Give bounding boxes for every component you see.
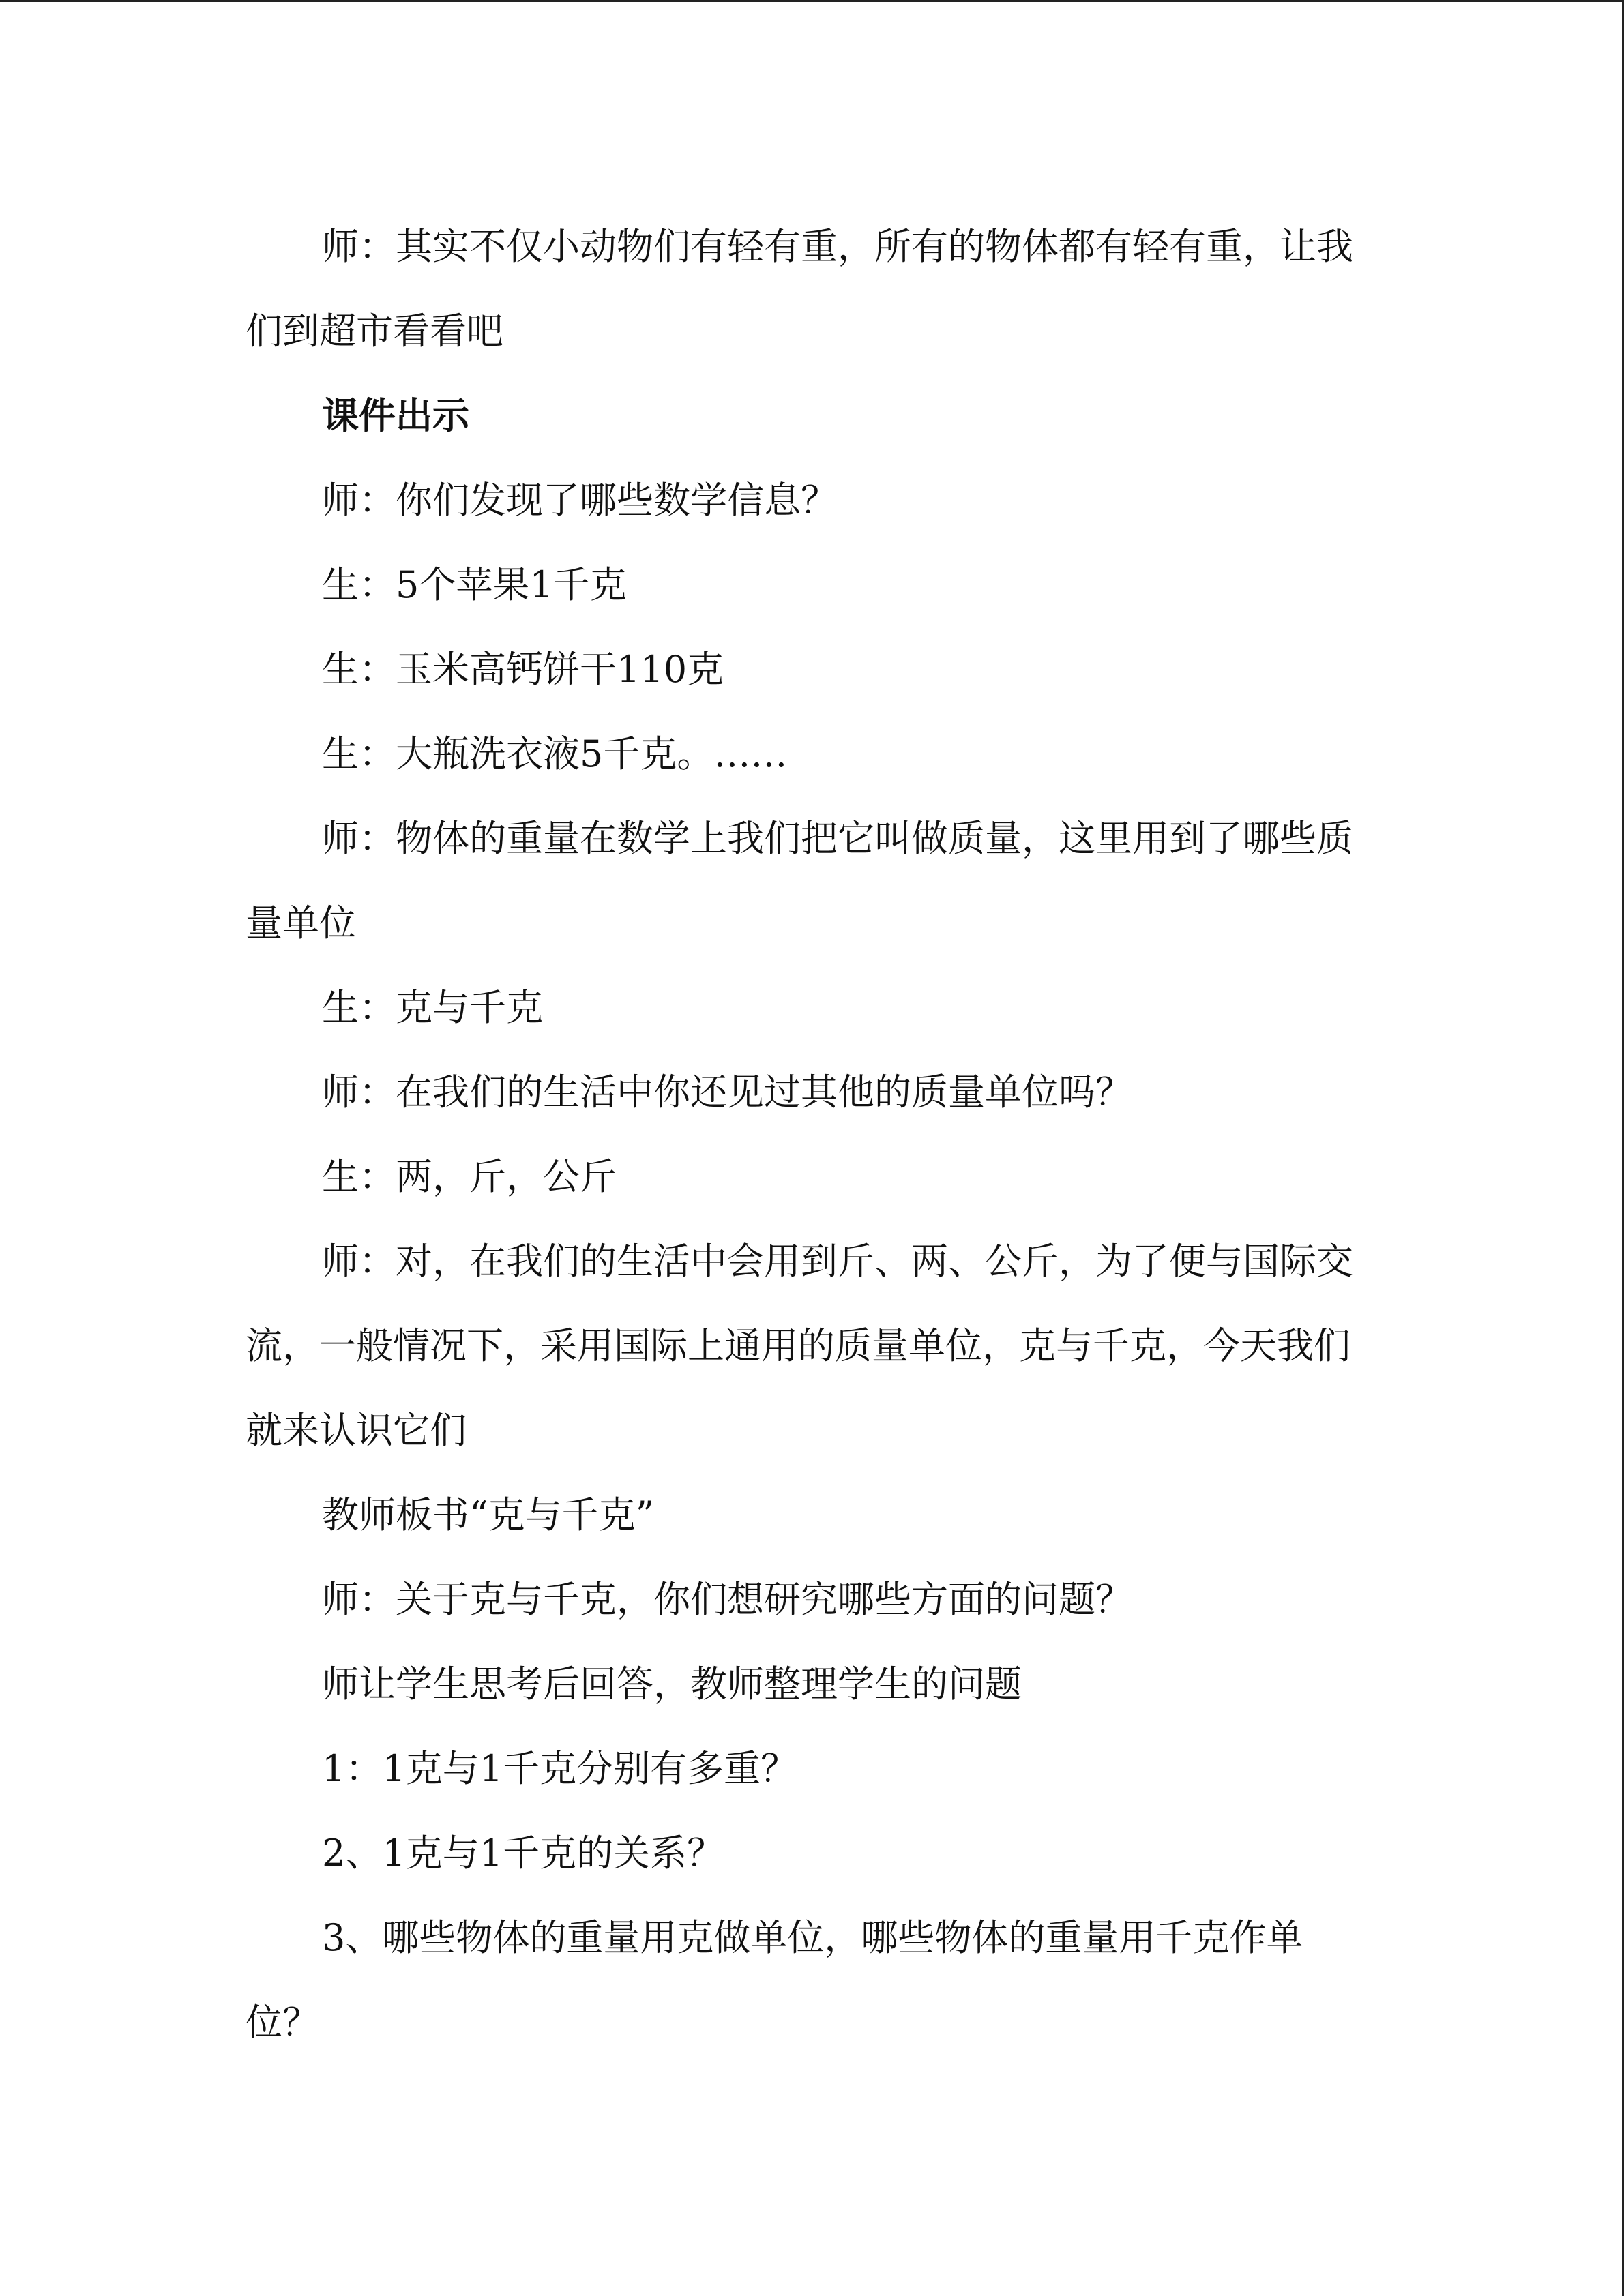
paragraph-teacher-research: 师：关于克与千克，你们想研究哪些方面的问题？	[322, 1578, 1132, 1621]
paragraph-student-detergent: 生：大瓶洗衣液5千克。……	[322, 732, 788, 775]
paragraph-question-3: 3、哪些物体的重量用克做单位，哪些物体的重量用千克作单位？	[246, 1916, 1303, 2044]
paragraph-student-gram-kilogram: 生：克与千克	[322, 986, 543, 1029]
document-body	[246, 205, 1357, 2065]
paragraph-student-other-units: 生：两，斤，公斤	[322, 1155, 617, 1198]
paragraph-teacher-organize: 师让学生思考后回答，教师整理学生的问题	[322, 1663, 1022, 1705]
paragraph-blackboard-title: 教师板书“克与千克”	[322, 1493, 655, 1536]
paragraph-question-1: 1：1克与1千克分别有多重？	[322, 1747, 798, 1790]
paragraph-student-biscuits: 生：玉米高钙饼干110克	[322, 648, 724, 691]
paragraph-teacher-other-units: 师：在我们的生活中你还见过其他的质量单位吗？	[322, 1071, 1132, 1114]
paragraph-courseware-heading: 课件出示	[322, 394, 469, 437]
paragraph-student-apples: 生：5个苹果1千克	[322, 563, 627, 606]
paragraph-teacher-mass-units: 师：物体的重量在数学上我们把它叫做质量，这里用到了哪些质量单位	[246, 817, 1353, 944]
paragraph-teacher-international: 师：对，在我们的生活中会用到斤、两、公斤，为了便与国际交流，一般情况下，采用国际上通用的质量单位，克与千克，今天我们就来认识它们	[246, 1240, 1353, 1452]
paragraph-question-2: 2、1克与1千克的关系？	[322, 1832, 724, 1875]
paragraph-teacher-question: 师：你们发现了哪些数学信息？	[322, 479, 838, 522]
paragraph-teacher-supermarket: 师：其实不仅小动物们有轻有重，所有的物体都有轻有重，让我们到超市看看吧	[246, 225, 1353, 353]
page-border-top	[0, 0, 1624, 2]
